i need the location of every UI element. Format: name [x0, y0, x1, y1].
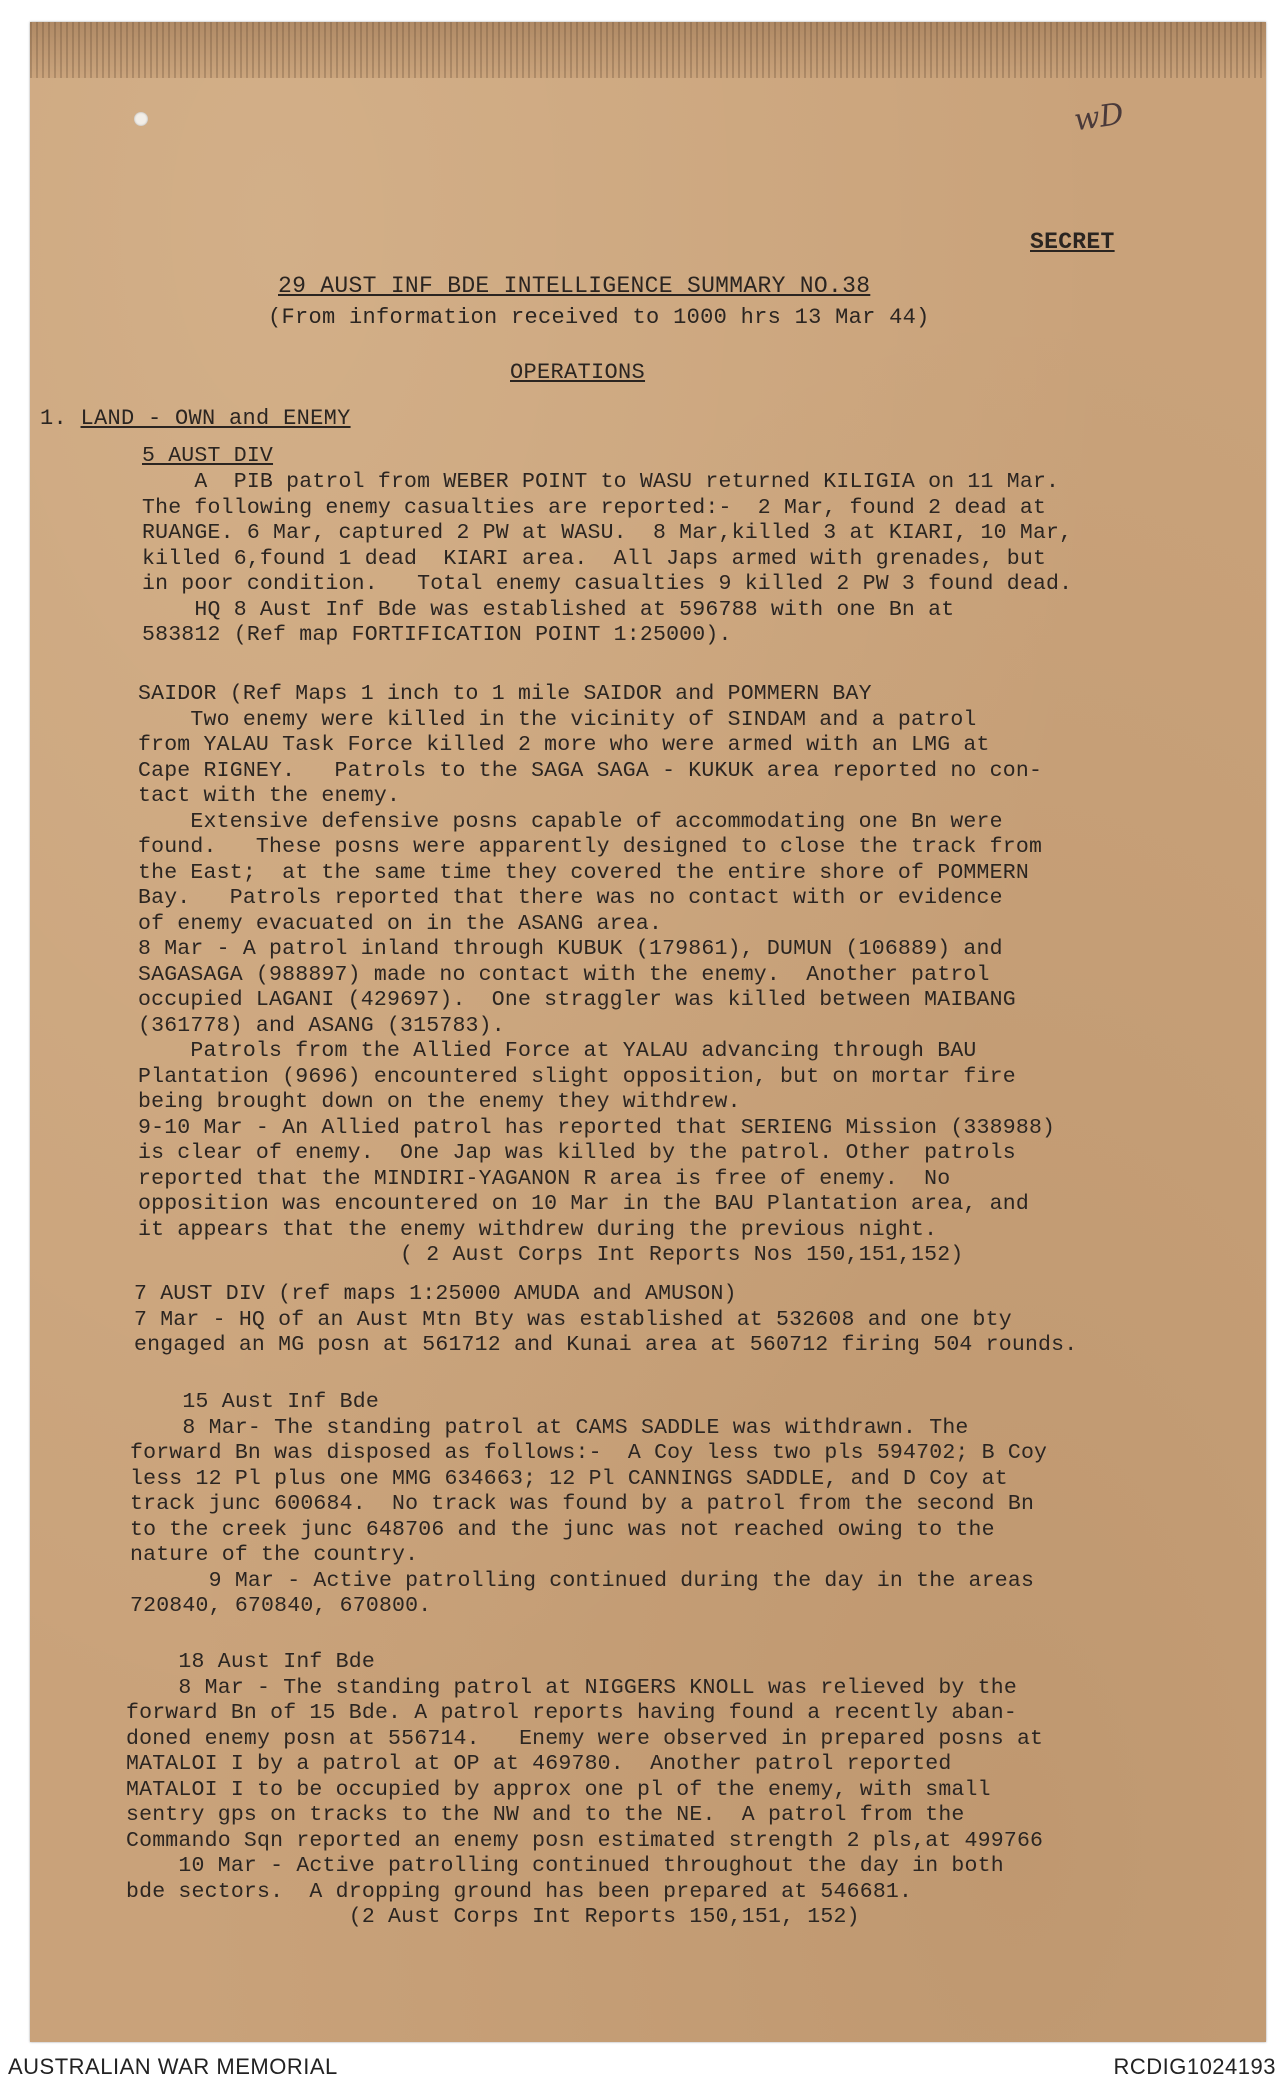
- text-line: 583812 (Ref map FORTIFICATION POINT 1:25000).: [142, 623, 732, 647]
- handwritten-mark: wD: [1071, 96, 1126, 139]
- classification-label: SECRET: [1030, 229, 1115, 255]
- text-line: (361778) and ASANG (315783).: [138, 1013, 505, 1038]
- text-line: doned enemy posn at 556714. Enemy were observed in prepared posns at: [126, 1726, 1044, 1751]
- text-line: it appears that the enemy withdrew during the previous night.: [138, 1217, 938, 1242]
- text-line: track junc 600684. No track was found by a patrol from the second Bn: [130, 1492, 1035, 1516]
- text-line: ( 2 Aust Corps Int Reports Nos 150,151,152): [138, 1243, 964, 1267]
- text-line: tact with the enemy.: [138, 784, 401, 808]
- text-line: killed 6,found 1 dead KIARI area. All Japs armed with grenades, but: [142, 546, 1047, 571]
- text-line: (2 Aust Corps Int Reports 150,151, 152): [126, 1905, 860, 1929]
- section-number: 1.: [40, 406, 68, 431]
- text-line: Plantation (9696) encountered slight opposition, but on mortar fire: [138, 1064, 1016, 1089]
- bde15-block: [130, 1390, 1047, 1620]
- text-line: Extensive defensive posns capable of accommodating one Bn were: [138, 809, 1003, 834]
- text-line: occupied LAGANI (429697). One straggler was killed between MAIBANG: [138, 988, 1016, 1012]
- text-line: bde sectors. A dropping ground has been prepared at 546681.: [126, 1879, 913, 1904]
- text-line: sentry gps on tracks to the NW and to the NE. A patrol from the: [126, 1803, 965, 1827]
- div7-block: [134, 1282, 1077, 1359]
- div5-block: [142, 470, 1072, 649]
- text-line: Two enemy were killed in the vicinity of SINDAM and a patrol: [138, 707, 977, 732]
- archive-reference: RCDIG1024193: [1113, 2054, 1276, 2079]
- punch-hole: [134, 112, 148, 126]
- text-line: Patrols from the Allied Force at YALAU advancing through BAU: [138, 1039, 977, 1063]
- document-page: [30, 22, 1266, 2042]
- text-line: 7 Mar - HQ of an Aust Mtn Bty was established at 532608 and one bty: [134, 1307, 1012, 1332]
- text-line: engaged an MG posn at 561712 and Kunai area at 560712 firing 504 rounds.: [134, 1333, 1078, 1357]
- text-line: Cape RIGNEY. Patrols to the SAGA SAGA - KUKUK area reported no con-: [138, 758, 1043, 783]
- text-line: forward Bn of 15 Bde. A patrol reports having found a recently aban-: [126, 1701, 1017, 1725]
- document-title: 29 AUST INF BDE INTELLIGENCE SUMMARY NO.38: [278, 273, 871, 299]
- bde18-block: [126, 1650, 1043, 1931]
- text-line: of enemy evacuated on in the ASANG area.: [138, 911, 663, 936]
- text-line: 8 Mar - A patrol inland through KUBUK (179861), DUMUN (106889) and: [138, 937, 1003, 961]
- text-line: the East; at the same time they covered the entire shore of POMMERN: [138, 860, 1029, 885]
- text-line: 720840, 670840, 670800.: [130, 1594, 432, 1618]
- text-line: A PIB patrol from WEBER POINT to WASU returned KILIGIA on 11 Mar.: [142, 470, 1060, 494]
- archive-footer: [0, 2048, 1286, 2082]
- text-line: is clear of enemy. One Jap was killed by the patrol. Other patrols: [138, 1141, 1016, 1165]
- section-1-heading: [40, 406, 351, 431]
- document-subtitle: (From information received to 1000 hrs 13 Mar 44): [268, 305, 930, 330]
- text-line: 9-10 Mar - An Allied patrol has reported that SERIENG Mission (338988): [138, 1115, 1056, 1140]
- text-line: The following enemy casualties are reported:- 2 Mar, found 2 dead at: [142, 495, 1047, 520]
- text-line: MATALOI I to be occupied by approx one pl of the enemy, with small: [126, 1777, 991, 1802]
- text-line: SAIDOR (Ref Maps 1 inch to 1 mile SAIDOR and POMMERN BAY: [138, 682, 872, 706]
- operations-heading: OPERATIONS: [510, 360, 646, 385]
- text-line: nature of the country.: [130, 1543, 419, 1567]
- torn-top-edge: [30, 22, 1266, 78]
- div5-heading: 5 AUST DIV: [142, 444, 274, 468]
- text-line: SAGASAGA (988897) made no contact with the enemy. Another patrol: [138, 962, 990, 987]
- text-line: Bay. Patrols reported that there was no contact with or evidence: [138, 886, 1003, 910]
- text-line: 18 Aust Inf Bde: [126, 1650, 375, 1674]
- saidor-block: [138, 682, 1055, 1269]
- text-line: 8 Mar- The standing patrol at CAMS SADDLE was withdrawn. The: [130, 1415, 969, 1440]
- text-line: forward Bn was disposed as follows:- A Coy less two pls 594702; B Coy: [130, 1441, 1048, 1465]
- text-line: 7 AUST DIV (ref maps 1:25000 AMUDA and AMUSON): [134, 1282, 737, 1306]
- text-line: 9 Mar - Active patrolling continued during the day in the areas: [130, 1568, 1035, 1593]
- text-line: in poor condition. Total enemy casualties 9 killed 2 PW 3 found dead.: [142, 572, 1073, 596]
- text-line: 15 Aust Inf Bde: [130, 1390, 379, 1414]
- text-line: 10 Mar - Active patrolling continued throughout the day in both: [126, 1854, 1004, 1878]
- archive-name: AUSTRALIAN WAR MEMORIAL: [8, 2054, 338, 2079]
- text-line: to the creek junc 648706 and the junc was not reached owing to the: [130, 1517, 995, 1542]
- text-line: being brought down on the enemy they withdrew.: [138, 1090, 741, 1114]
- section-title: LAND - OWN and ENEMY: [80, 406, 351, 431]
- text-line: opposition was encountered on 10 Mar in the BAU Plantation area, and: [138, 1192, 1029, 1216]
- text-line: 8 Mar - The standing patrol at NIGGERS KNOLL was relieved by the: [126, 1675, 1017, 1700]
- text-line: Commando Sqn reported an enemy posn estimated strength 2 pls,at 499766: [126, 1828, 1044, 1853]
- text-line: less 12 Pl plus one MMG 634663; 12 Pl CANNINGS SADDLE, and D Coy at: [130, 1466, 1008, 1491]
- text-line: found. These posns were apparently designed to close the track from: [138, 835, 1043, 859]
- text-line: RUANGE. 6 Mar, captured 2 PW at WASU. 8 Mar,killed 3 at KIARI, 10 Mar,: [142, 521, 1073, 545]
- text-line: reported that the MINDIRI-YAGANON R area is free of enemy. No: [138, 1166, 951, 1191]
- text-line: HQ 8 Aust Inf Bde was established at 596788 with one Bn at: [142, 597, 955, 622]
- text-line: from YALAU Task Force killed 2 more who were armed with an LMG at: [138, 733, 990, 757]
- text-line: MATALOI I by a patrol at OP at 469780. Another patrol reported: [126, 1752, 952, 1776]
